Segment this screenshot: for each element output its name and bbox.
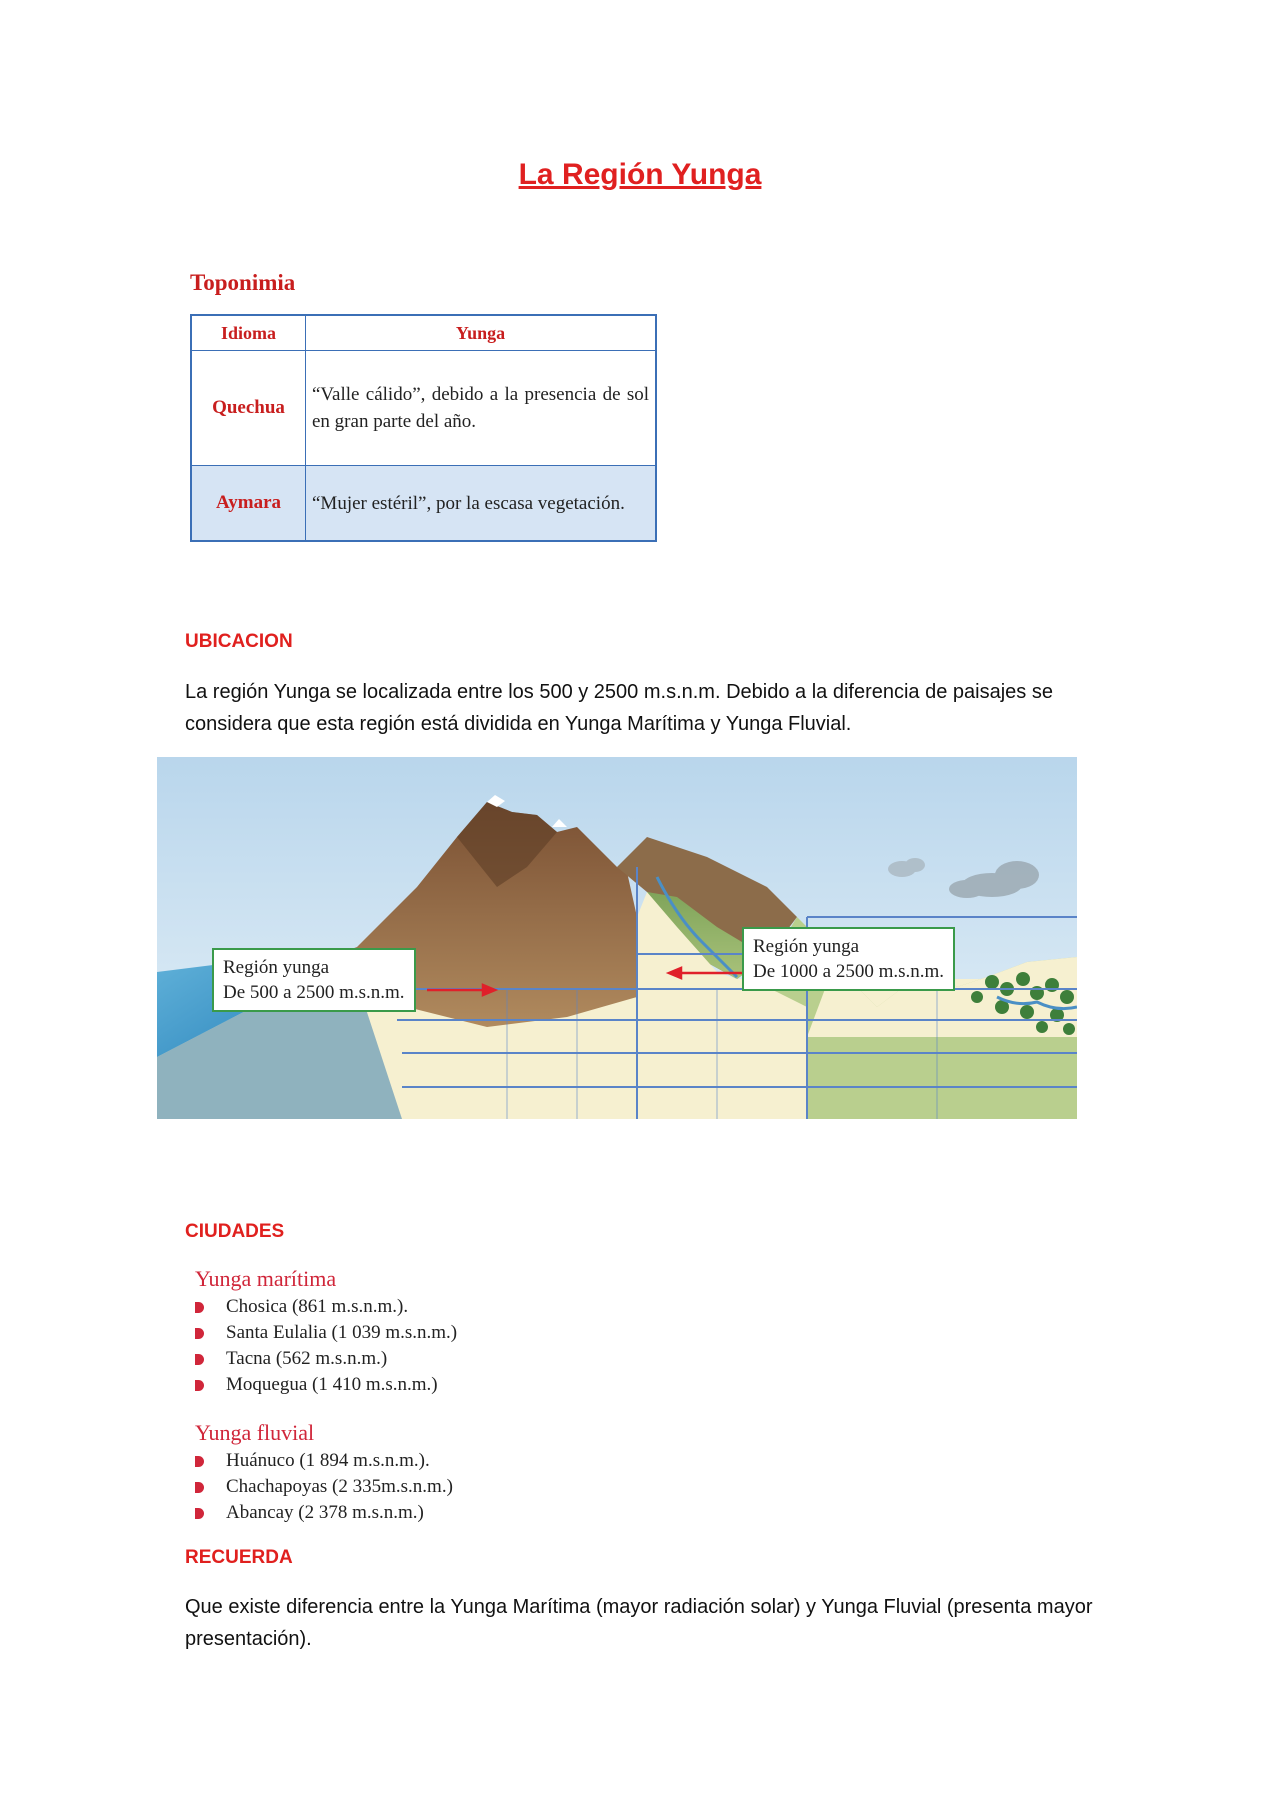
list-item: Moquegua (1 410 m.s.n.m.) xyxy=(195,1372,457,1398)
significado-cell: “Mujer estéril”, por la escasa vegetación. xyxy=(306,466,657,542)
bullet-icon xyxy=(195,1508,204,1519)
ciudades-heading: CIUDADES xyxy=(185,1221,285,1242)
column-header-yunga: Yunga xyxy=(306,315,657,351)
label-title: Región yunga xyxy=(753,936,860,957)
relief-diagram xyxy=(157,757,1077,1119)
group-title: Yunga fluvial xyxy=(195,1420,315,1445)
city-group-maritima xyxy=(195,1266,457,1398)
group-title: Yunga marítima xyxy=(195,1266,337,1291)
list-item: Abancay (2 378 m.s.n.m.) xyxy=(195,1500,453,1526)
recuerda-text: Que existe diferencia entre la Yunga Marítima (mayor radiación solar) y Yunga Fluvial (presenta mayor presentación). xyxy=(185,1596,1093,1650)
label-range: De 1000 a 2500 m.s.n.m. xyxy=(753,961,945,982)
bullet-icon xyxy=(195,1380,204,1391)
column-header-idioma: Idioma xyxy=(191,315,306,351)
table-row xyxy=(191,466,656,542)
idioma-cell: Quechua xyxy=(191,351,306,466)
page-title: La Región Yunga xyxy=(518,158,762,191)
bullet-icon xyxy=(195,1354,204,1365)
bullet-icon xyxy=(195,1302,204,1313)
recuerda-heading: RECUERDA xyxy=(185,1547,293,1568)
city-group-fluvial xyxy=(195,1420,453,1526)
city-list xyxy=(195,1448,453,1526)
idioma-cell: Aymara xyxy=(191,466,306,542)
label-yunga-maritima xyxy=(212,948,416,1012)
ubicacion-text: La región Yunga se localizada entre los 500 y 2500 m.s.n.m. Debido a la diferencia de paisajes se considera que esta región está dividida en Yunga Marítima y Yunga Fluvial. xyxy=(185,681,1053,735)
ubicacion-heading: UBICACION xyxy=(185,631,293,652)
list-item: Chachapoyas (2 335m.s.n.m.) xyxy=(195,1474,453,1500)
toponimia-table xyxy=(190,314,657,542)
table-header-row xyxy=(191,315,656,351)
table-row xyxy=(191,351,656,466)
label-yunga-fluvial xyxy=(742,927,955,991)
list-item: Huánuco (1 894 m.s.n.m.). xyxy=(195,1448,453,1474)
bullet-icon xyxy=(195,1482,204,1493)
label-range: De 500 a 2500 m.s.n.m. xyxy=(223,982,405,1003)
list-item: Tacna (562 m.s.n.m.) xyxy=(195,1346,457,1372)
bullet-icon xyxy=(195,1456,204,1467)
significado-cell: “Valle cálido”, debido a la presencia de sol en gran parte del año. xyxy=(306,351,657,466)
bullet-icon xyxy=(195,1328,204,1339)
label-title: Región yunga xyxy=(223,957,330,978)
city-list xyxy=(195,1294,457,1398)
list-item: Chosica (861 m.s.n.m.). xyxy=(195,1294,457,1320)
list-item: Santa Eulalia (1 039 m.s.n.m.) xyxy=(195,1320,457,1346)
toponimia-heading: Toponimia xyxy=(190,270,296,295)
